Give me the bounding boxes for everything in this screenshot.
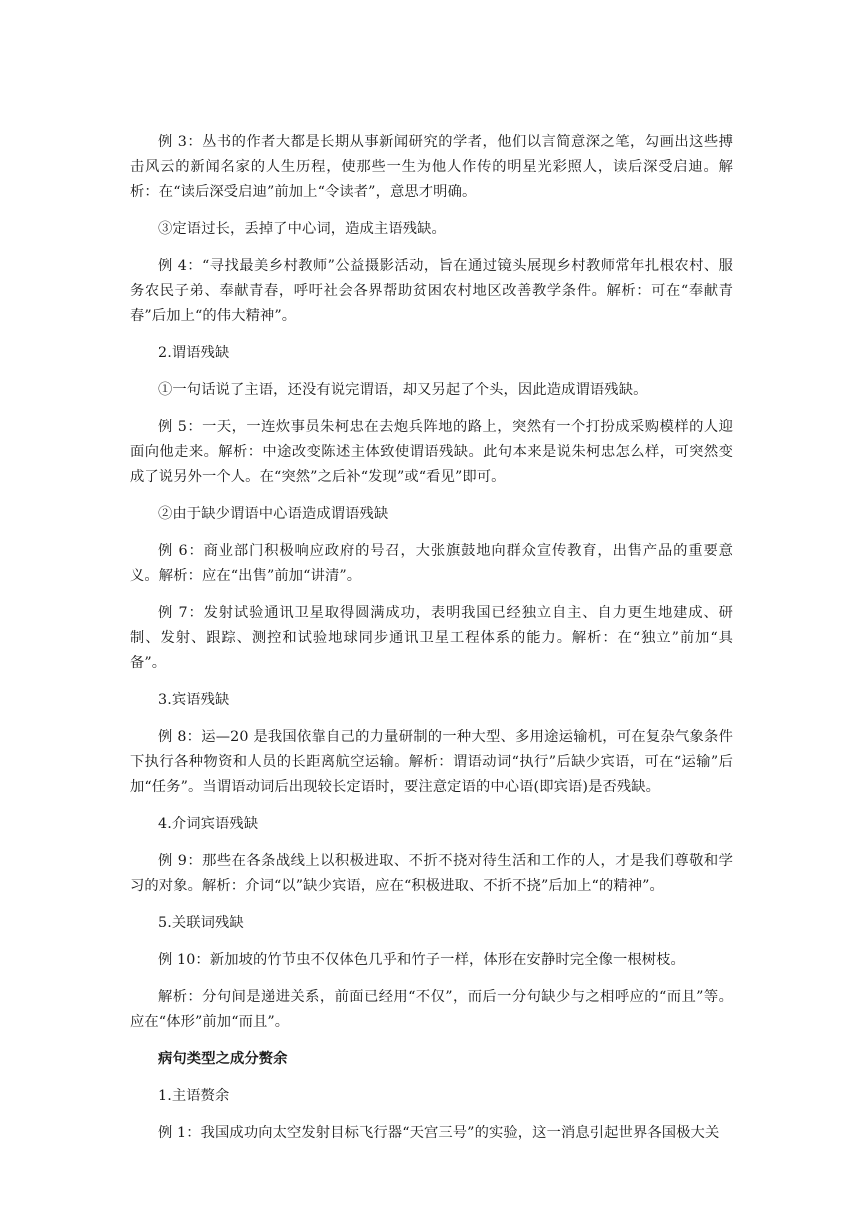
section-title-redundant-components: 病句类型之成分赘余 — [158, 1051, 288, 1067]
paragraph-example-4: 例 4：“寻找最美乡村教师”公益摄影活动，旨在通过镜头展现乡村教师常年扎根农村、服务农民子弟、奉献青春，呼吁社会各界帮助贫困农村地区改善教学条件。解析：可在“奉献青春”后加上“的伟大精神”。 — [130, 258, 733, 324]
document-page — [130, 130, 733, 1146]
paragraph-example-8: 例 8：运—20 是我国依靠自己的力量研制的一种大型、多用途运输机，可在复杂气象条件下执行各种物资和人员的长距离航空运输。解析：谓语动词“执行”后缺少宾语，可在“运输”后加“任务”。当谓语动词后出现较长定语时，要注意定语的中心语(即宾语)是否残缺。 — [130, 729, 733, 795]
paragraph-rule-predicate-head-missing: ②由于缺少谓语中心语造成谓语残缺 — [158, 506, 389, 522]
paragraph-example-10: 例 10：新加坡的竹节虫不仅体色几乎和竹子一样，体形在安静时完全像一根树枝。 — [158, 952, 685, 968]
section-heading-predicate-missing: 2.谓语残缺 — [158, 345, 230, 361]
paragraph-example-6: 例 6：商业部门积极响应政府的号召，大张旗鼓地向群众宣传教育，出售产品的重要意义。解析：应在“出售”前加“讲清”。 — [130, 543, 733, 584]
paragraph-example-3: 例 3：丛书的作者大都是长期从事新闻研究的学者，他们以言简意深之笔，勾画出这些搏击风云的新闻名家的人生历程，使那些一生为他人作传的明星光彩照人，读后深受启迪。解析：在“读后深受启迪”前加上“令读者”，意思才明确。 — [130, 134, 733, 200]
paragraph-example-7: 例 7：发射试验通讯卫星取得圆满成功，表明我国已经独立自主、自力更生地建成、研制、发射、跟踪、测控和试验地球同步通讯卫星工程体系的能力。解析：在“独立”前加“具备”。 — [130, 605, 733, 671]
paragraph-example-1-redundant: 例 1：我国成功向太空发射目标飞行器“天宫三号”的实验，这一消息引起世界各国极大关 — [158, 1125, 720, 1141]
paragraph-example-5: 例 5：一天，一连炊事员朱柯忠在去炮兵阵地的路上，突然有一个打扮成采购模样的人迎面向他走来。解析：中途改变陈述主体致使谓语残缺。此句本来是说朱柯忠怎么样，可突然变成了说另外一个人。在“突然”之后补“发现”或“看见”即可。 — [130, 419, 733, 485]
paragraph-rule-attributive-too-long: ③定语过长，丢掉了中心词，造成主语残缺。 — [158, 221, 446, 237]
section-heading-object-missing: 3.宾语残缺 — [158, 692, 230, 708]
section-heading-conjunction-missing: 5.关联词残缺 — [158, 915, 244, 931]
section-heading-subject-redundant: 1.主语赘余 — [158, 1088, 230, 1104]
paragraph-example-10-analysis: 解析：分句间是递进关系，前面已经用“不仅”，而后一分句缺少与之相呼应的“而且”等。应在“体形”前加“而且”。 — [130, 989, 733, 1030]
paragraph-example-9: 例 9：那些在各条战线上以积极进取、不折不挠对待生活和工作的人，才是我们尊敬和学习的对象。解析：介词“以”缺少宾语，应在“积极进取、不折不挠”后加上“的精神”。 — [130, 853, 733, 894]
paragraph-rule-predicate-unfinished: ①一句话说了主语，还没有说完谓语，却又另起了个头，因此造成谓语残缺。 — [158, 382, 648, 398]
section-heading-preposition-object-missing: 4.介词宾语残缺 — [158, 816, 259, 832]
